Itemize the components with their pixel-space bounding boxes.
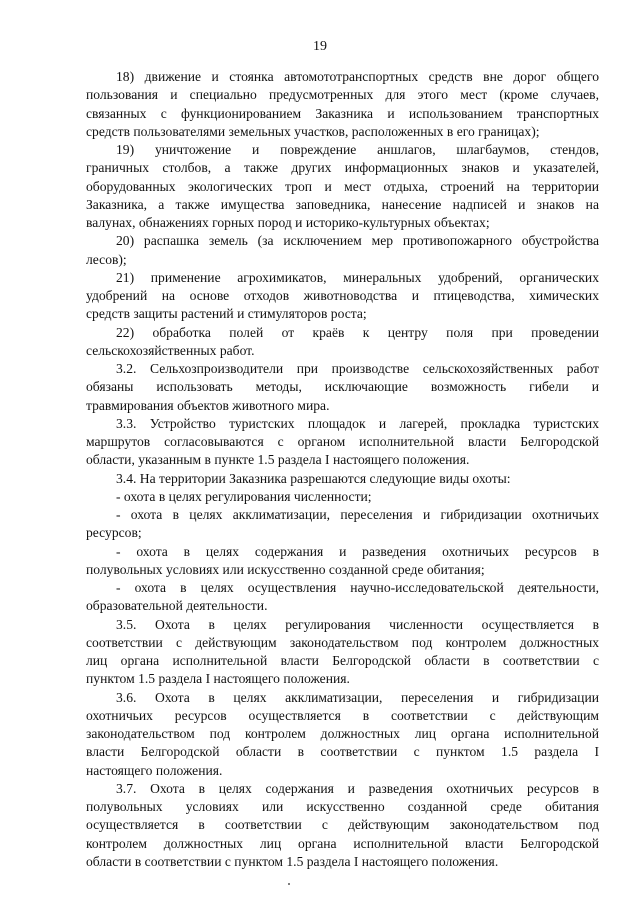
text-line: средств пользователями земельных участков, расположенных в его границах);	[86, 123, 540, 139]
text-line: 20) распашка земель (за исключением мер противопожарного обустройства	[116, 233, 599, 249]
text-line: образовательной деятельности.	[86, 598, 268, 614]
text-line: лесов);	[86, 251, 127, 267]
paragraph	[86, 543, 599, 580]
text-line: осуществляется в соответствии с действующим законодательством под	[86, 817, 599, 833]
text-line: соответствии с действующим законодательством под контролем должностных	[86, 634, 599, 650]
text-line: 3.7. Охота в целях содержания и разведения охотничьих ресурсов в	[116, 780, 599, 796]
paragraph	[86, 689, 599, 780]
text-line: 3.5. Охота в целях регулирования численности осуществляется в	[116, 616, 599, 632]
text-line: 3.3. Устройство туристских площадок и лагерей, прокладка туристских	[116, 415, 599, 431]
paragraph	[86, 616, 599, 689]
text-line: оборудованных экологических троп и мест отдыха, строений на территории	[86, 178, 599, 194]
paragraph	[86, 579, 599, 616]
text-line: удобрений на основе отходов животноводства и птицеводства, химических	[86, 288, 599, 303]
text-line: - охота в целях осуществления научно-исследовательской деятельности,	[116, 580, 599, 595]
paragraph	[86, 232, 599, 269]
text-line: контролем должностных лиц органа исполнительной власти Белгородской	[86, 835, 599, 851]
text-line: полувольных условиях или искусственно созданной среде обитания	[86, 799, 599, 814]
text-line: 3.2. Сельхозпроизводители при производстве сельскохозяйственных работ	[116, 361, 599, 376]
text-line: полувольных условиях или искусственно созданной среде обитания;	[86, 561, 485, 577]
text-line: лиц органа исполнительной власти Белгородской области в соответствии с	[86, 653, 599, 668]
text-line: пользования и специально предусмотренных для этого мест (кроме случаев,	[86, 87, 599, 103]
paragraph	[86, 470, 599, 488]
text-line: травмирования объектов животного мира.	[86, 397, 330, 413]
paragraph	[86, 488, 599, 506]
paragraph	[86, 415, 599, 470]
paragraph	[86, 780, 599, 871]
text-line: средств защиты растений и стимуляторов роста;	[86, 306, 367, 322]
text-line: граничных столбов, а также других информационных знаков и указателей,	[86, 160, 599, 176]
text-line: области, указанным в пункте 1.5 раздела I настоящего положения.	[86, 452, 470, 468]
text-line: валунах, обнажениях горных пород и историко-культурных объектах;	[86, 215, 490, 230]
text-line: ресурсов;	[86, 525, 142, 541]
text-line: связанных с функционированием Заказника и использованием транспортных	[86, 105, 599, 121]
text-line: 3.4. На территории Заказника разрешаются следующие виды охоты:	[116, 470, 511, 486]
text-line: Заказника, а также имущества заповедника, нанесение надписей и знаков на	[86, 196, 599, 212]
scan-speck	[288, 883, 290, 885]
text-line: сельскохозяйственных работ.	[86, 342, 255, 358]
text-line: 19) уничтожение и повреждение аншлагов, шлагбаумов, стендов,	[116, 142, 599, 157]
text-line: - охота в целях регулирования численности;	[116, 488, 372, 504]
paragraph	[86, 141, 599, 232]
text-line: области в соответствии с пунктом 1.5 раздела I настоящего положения.	[86, 853, 499, 869]
text-line: 21) применение агрохимикатов, минеральных удобрений, органических	[116, 269, 599, 285]
text-line: обязаны использовать методы, исключающие возможность гибели и	[86, 379, 599, 395]
text-line: - охота в целях содержания и разведения охотничьих ресурсов в	[116, 543, 599, 559]
text-line: - охота в целях акклиматизации, переселения и гибридизации охотничьих	[116, 507, 599, 522]
text-line: власти Белгородской области в соответствии с пунктом 1.5 раздела I	[86, 744, 599, 760]
text-line: настоящего положения.	[86, 762, 223, 778]
text-line: маршрутов согласовываются с органом исполнительной власти Белгородской	[86, 434, 599, 449]
text-line: 18) движение и стоянка автомототранспортных средств вне дорог общего	[116, 69, 599, 84]
text-line: законодательством под контролем должностных лиц органа исполнительной	[86, 726, 599, 741]
text-line: 22) обработка полей от краёв к центру поля при проведении	[116, 324, 599, 340]
text-line: 3.6. Охота в целях акклиматизации, переселения и гибридизации	[116, 689, 599, 705]
text-line: пунктом 1.5 раздела I настоящего положения.	[86, 671, 350, 687]
page-number: 19	[313, 39, 327, 54]
paragraph	[86, 506, 599, 543]
paragraph	[86, 360, 599, 415]
document-body	[86, 68, 599, 871]
paragraph	[86, 269, 599, 324]
paragraph	[86, 68, 599, 141]
text-line: охотничьих ресурсов осуществляется в соответствии с действующим	[86, 707, 599, 723]
paragraph	[86, 324, 599, 361]
